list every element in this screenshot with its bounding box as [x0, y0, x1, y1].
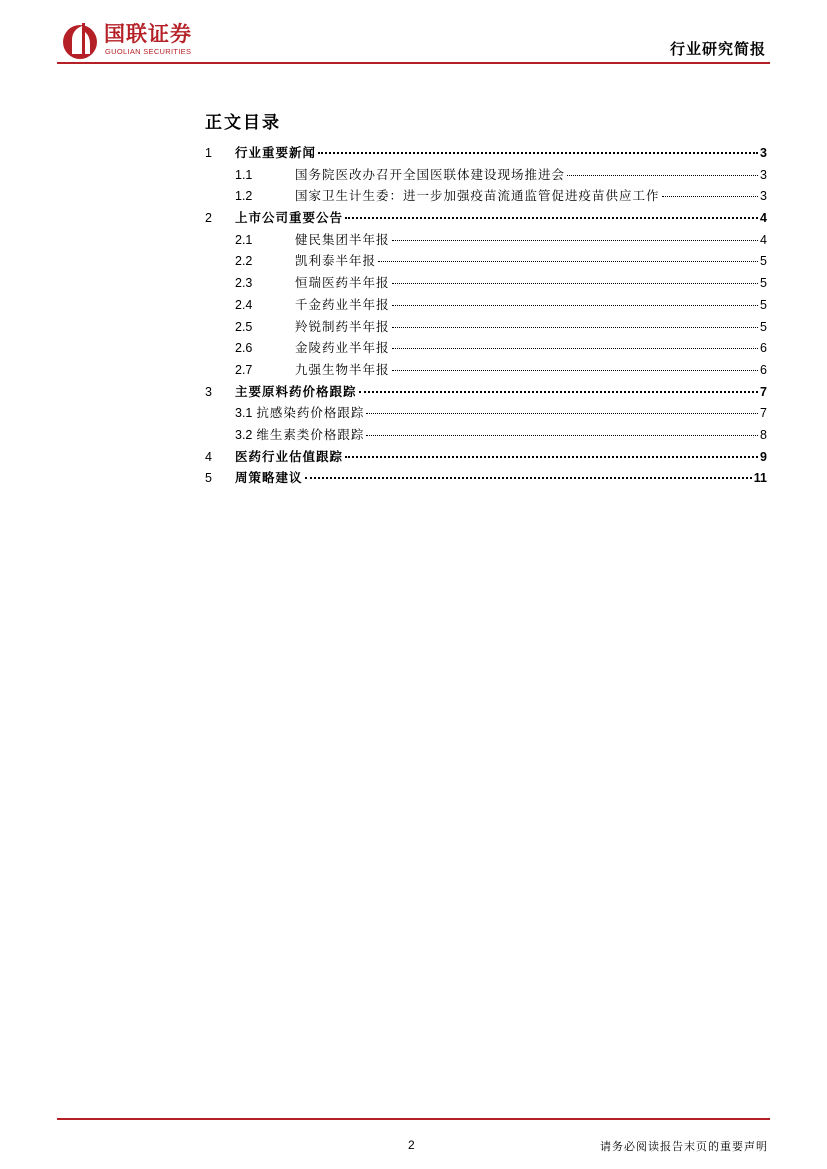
toc-leader-dots [366, 413, 758, 414]
toc-entry-page: 3 [760, 146, 767, 160]
toc-entry[interactable] [205, 186, 767, 208]
toc-entry-title: 恒瑞医药半年报 [295, 275, 390, 291]
toc-entry-number: 2.2 [235, 254, 253, 269]
page-number: 2 [408, 1138, 415, 1152]
toc-leader-dots [392, 240, 759, 241]
toc-entry[interactable] [205, 208, 767, 230]
toc-leader-dots [567, 175, 758, 176]
toc-entry-title: 金陵药业半年报 [295, 340, 390, 356]
toc-entry-title: 国家卫生计生委：进一步加强疫苗流通监管促进疫苗供应工作 [295, 188, 660, 204]
toc-entry-title: 主要原料药价格跟踪 [235, 383, 357, 399]
toc-entry[interactable] [205, 251, 767, 273]
toc-entry[interactable] [205, 425, 767, 447]
toc-leader-dots [392, 370, 759, 371]
toc-leader-dots [392, 305, 759, 306]
toc-leader-dots [392, 348, 759, 349]
toc-entry[interactable] [205, 468, 767, 490]
toc-entry-page: 3 [760, 167, 767, 182]
toc-entry-number: 2.3 [235, 276, 253, 291]
company-logo [60, 22, 220, 62]
toc-entry-page: 4 [760, 232, 767, 247]
toc-entry-title: 健民集团半年报 [295, 231, 390, 247]
toc-entry-number: 1.1 [235, 167, 253, 182]
toc-entry[interactable] [205, 165, 767, 187]
toc-entry[interactable] [205, 317, 767, 339]
toc-leader-dots [345, 217, 758, 219]
toc-leader-dots [366, 435, 758, 436]
toc-entry-number: 4 [205, 449, 212, 464]
logo-subtext: GUOLIAN SECURITIES [105, 47, 192, 56]
toc-heading: 正文目录 [205, 113, 281, 133]
toc-entry[interactable] [205, 360, 767, 382]
toc-entry-number: 3 [205, 384, 212, 399]
toc-entry-number: 2.6 [235, 341, 253, 356]
page-header [0, 0, 827, 66]
toc-entry-title: 凯利泰半年报 [295, 253, 377, 269]
toc-leader-dots [305, 477, 752, 479]
toc-entry-page: 6 [760, 362, 767, 377]
toc-entry[interactable] [205, 382, 767, 404]
toc-entry[interactable] [205, 273, 767, 295]
toc-entry[interactable] [205, 295, 767, 317]
toc-entry-number: 2.4 [235, 297, 253, 312]
toc-leader-dots [392, 283, 759, 284]
toc-entry-number: 2.1 [235, 232, 253, 247]
logo-emblem-icon [60, 20, 100, 60]
toc-entry[interactable] [205, 143, 767, 165]
logo-text: 国联证券 [104, 22, 192, 46]
toc-entry-number: 2.5 [235, 319, 253, 334]
toc-entry-page: 5 [760, 254, 767, 269]
footer-divider [57, 1118, 770, 1120]
toc-entry-page: 8 [760, 427, 767, 442]
toc-entry[interactable] [205, 403, 767, 425]
toc-entry-title: 医药行业估值跟踪 [235, 448, 344, 464]
toc-entry-page: 5 [760, 319, 767, 334]
toc-leader-dots [345, 456, 758, 458]
toc-entry[interactable] [205, 230, 767, 252]
toc-leader-dots [359, 391, 759, 393]
report-type-label: 行业研究简报 [669, 40, 766, 58]
toc-entry-number: 2.7 [235, 362, 253, 377]
toc-entry-page: 5 [760, 297, 767, 312]
toc-entry-number: 1 [205, 146, 212, 160]
toc-leader-dots [662, 196, 759, 197]
header-divider [57, 62, 770, 64]
toc-entry-number: 3.2 [235, 427, 253, 442]
toc-leader-dots [392, 327, 759, 328]
toc-entry-number: 2 [205, 211, 212, 226]
toc-entry-title: 抗感染药价格跟踪 [256, 405, 365, 421]
toc-entry-number: 5 [205, 471, 212, 486]
toc-entry-page: 4 [760, 211, 767, 226]
table-of-contents [205, 143, 767, 490]
toc-entry-number: 3.1 [235, 406, 253, 421]
toc-entry-page: 7 [760, 406, 767, 421]
footer-disclaimer: 请务必阅读报告末页的重要声明 [600, 1140, 768, 1153]
toc-entry-title: 周策略建议 [235, 470, 303, 486]
toc-entry-page: 6 [760, 341, 767, 356]
toc-entry-title: 行业重要新闻 [235, 145, 317, 160]
toc-entry-page: 11 [753, 471, 767, 486]
toc-entry[interactable] [205, 447, 767, 469]
toc-entry-title: 维生素类价格跟踪 [256, 426, 365, 442]
toc-entry-title: 羚锐制药半年报 [295, 318, 390, 334]
toc-entry-page: 9 [760, 449, 767, 464]
toc-entry-title: 九强生物半年报 [295, 361, 390, 377]
toc-entry-title: 上市公司重要公告 [235, 210, 344, 226]
toc-entry[interactable] [205, 338, 767, 360]
toc-leader-dots [318, 152, 758, 154]
toc-leader-dots [378, 261, 758, 262]
toc-entry-page: 7 [760, 384, 767, 399]
toc-entry-page: 3 [760, 189, 767, 204]
toc-entry-title: 国务院医改办召开全国医联体建设现场推进会 [295, 166, 566, 182]
toc-entry-page: 5 [760, 276, 767, 291]
toc-entry-number: 1.2 [235, 189, 253, 204]
toc-entry-title: 千金药业半年报 [295, 296, 390, 312]
